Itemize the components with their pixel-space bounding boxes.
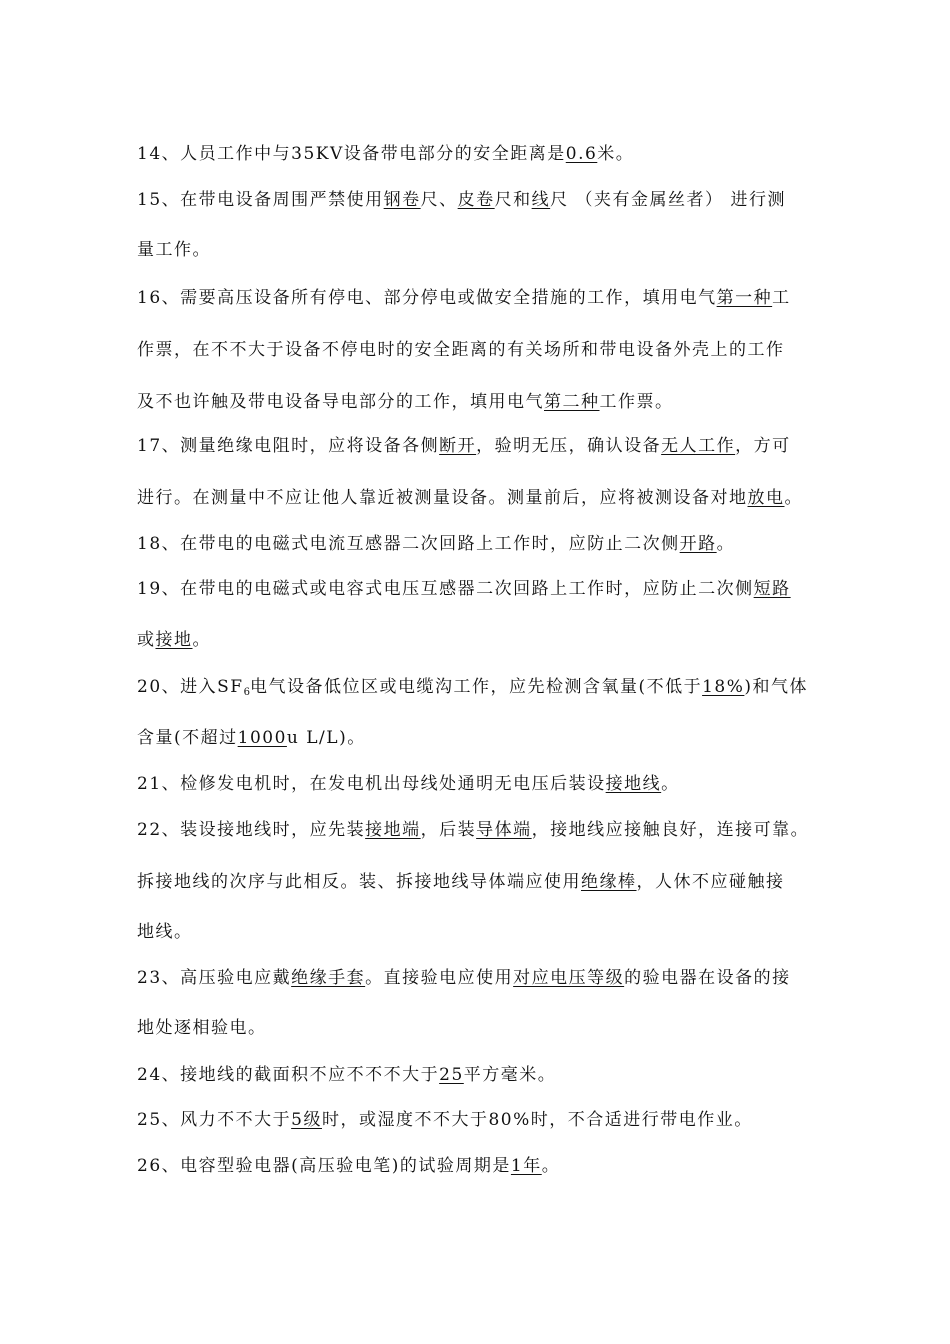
item-21-line-1: [137, 772, 837, 796]
text-run: ，人休不应碰触接: [636, 872, 785, 892]
text-run: 地处逐相验电。: [137, 1018, 267, 1038]
text-run: ，后装: [420, 820, 477, 840]
text-run: 地线。: [137, 922, 193, 942]
text-run: 尺、: [420, 190, 458, 210]
item-16-line-3: [137, 390, 837, 414]
text-run: 作票，在不不大于设备不停电时的安全距离的有关场所和带电设备外壳上的工作: [137, 340, 785, 360]
item-20-line-2: [137, 726, 837, 750]
item-18-line-1: [137, 532, 837, 556]
item-15-line-2: [137, 238, 837, 262]
text-run: 18、在带电的电磁式电流互感器二次回路上工作时，应防止二次侧: [137, 534, 680, 554]
answer-blank: 接地: [155, 630, 193, 650]
answer-blank: 钢卷: [383, 190, 421, 210]
item-19-line-2: [137, 628, 837, 652]
text-run: 平方毫米。: [463, 1065, 557, 1085]
answer-blank: 接地端: [365, 820, 421, 840]
answer-blank: 导体端: [476, 820, 532, 840]
text-run: ，方可: [735, 436, 791, 456]
text-run: 16、需要高压设备所有停电、部分停电或做安全措施的工作，填用电气: [137, 288, 717, 308]
answer-blank: 1年: [510, 1156, 542, 1176]
answer-blank: 对应电压等级: [513, 968, 625, 988]
item-22-line-3: [137, 920, 837, 944]
item-19-line-1: [137, 577, 837, 601]
text-run: 。: [192, 630, 211, 650]
item-23-line-2: [137, 1016, 837, 1040]
text-run: 21、检修发电机时，在发电机出母线处通明无电压后装设: [137, 774, 606, 794]
item-16-line-2: [137, 338, 837, 362]
answer-blank: 开路: [679, 534, 717, 554]
text-run: 电气设备低位区或电缆沟工作，应先检测含氧量(不低于: [249, 677, 703, 697]
answer-blank: 皮卷: [457, 190, 495, 210]
text-run: 26、电容型验电器(高压验电笔)的试验周期是: [137, 1156, 511, 1176]
text-run: 15、在带电设备周围严禁使用: [137, 190, 384, 210]
text-run: 含量(不超过: [137, 728, 238, 748]
answer-blank: 断开: [439, 436, 477, 456]
text-run: 。: [716, 534, 736, 554]
answer-blank: 短路: [753, 579, 791, 599]
item-16-line-1: [137, 286, 837, 310]
item-17-line-2: [137, 486, 837, 510]
text-run: 。直接验电应使用: [365, 968, 514, 988]
text-run: 进行。在测量中不应让他人靠近被测量设备。测量前后，应将被测设备对地: [137, 488, 748, 508]
subscript: 6: [243, 687, 250, 698]
text-run: 17、测量绝缘电阻时，应将设备各侧: [137, 436, 440, 456]
text-run: 工作票。: [599, 392, 674, 412]
text-run: 。: [541, 1156, 561, 1176]
text-run: 19、在带电的电磁式或电容式电压互感器二次回路上工作时，应防止二次侧: [137, 579, 754, 599]
answer-blank: 放电: [747, 488, 785, 508]
text-run: 。: [661, 774, 680, 794]
text-run: 24、接地线的截面积不应不不不大于: [137, 1065, 440, 1085]
answer-blank: 接地线: [605, 774, 662, 794]
answer-blank: 第二种: [544, 392, 600, 412]
text-run: 。: [784, 488, 803, 508]
text-run: 或: [137, 630, 156, 650]
item-17-line-1: [137, 434, 837, 458]
text-run: 工: [772, 288, 791, 308]
text-run: 14、人员工作中与35KV设备带电部分的安全距离是: [137, 144, 566, 164]
item-14-line-1: [137, 142, 837, 166]
answer-blank: 线: [531, 190, 551, 210]
text-run: )和气体: [744, 677, 809, 697]
text-run: 23、高压验电应戴: [137, 968, 292, 988]
answer-blank: 1000: [237, 728, 287, 748]
item-20-line-1: [137, 675, 837, 705]
text-run: 及不也许触及带电设备导电部分的工作，填用电气: [137, 392, 544, 412]
item-25-line-1: [137, 1108, 837, 1132]
item-22-line-2: [137, 870, 837, 894]
text-run: 拆接地线的次序与此相反。装、拆接地线导体端应使用: [137, 872, 581, 892]
text-run: 22、装设接地线时，应先装: [137, 820, 366, 840]
item-24-line-1: [137, 1063, 837, 1087]
answer-blank: 第一种: [716, 288, 773, 308]
answer-blank: 绝缘手套: [291, 968, 366, 988]
text-run: 的验电器在设备的接: [624, 968, 791, 988]
answer-blank: 25: [439, 1065, 464, 1085]
text-run: 米。: [597, 144, 635, 164]
answer-blank: 0.6: [565, 144, 598, 164]
item-15-line-1: [137, 188, 837, 212]
answer-blank: 无人工作: [661, 436, 736, 456]
text-run: 25、风力不不大于: [137, 1110, 292, 1130]
text-run: 时，或湿度不不大于80%时，不合适进行带电作业。: [321, 1110, 753, 1130]
answer-blank: 18%: [702, 677, 745, 697]
text-run: u L/L)。: [286, 728, 366, 748]
text-run: ，验明无压，确认设备: [476, 436, 662, 456]
answer-blank: 绝缘棒: [581, 872, 637, 892]
item-26-line-1: [137, 1154, 837, 1178]
answer-blank: 5级: [291, 1110, 322, 1130]
text-run: ，接地线应接触良好，连接可靠。: [531, 820, 810, 840]
text-run: 量工作。: [137, 240, 211, 260]
text-run: 20、进入SF: [137, 677, 244, 697]
item-23-line-1: [137, 966, 837, 990]
text-run: 尺 （夹有金属丝者） 进行测: [550, 190, 786, 210]
text-run: 尺和: [494, 190, 532, 210]
item-22-line-1: [137, 818, 837, 842]
